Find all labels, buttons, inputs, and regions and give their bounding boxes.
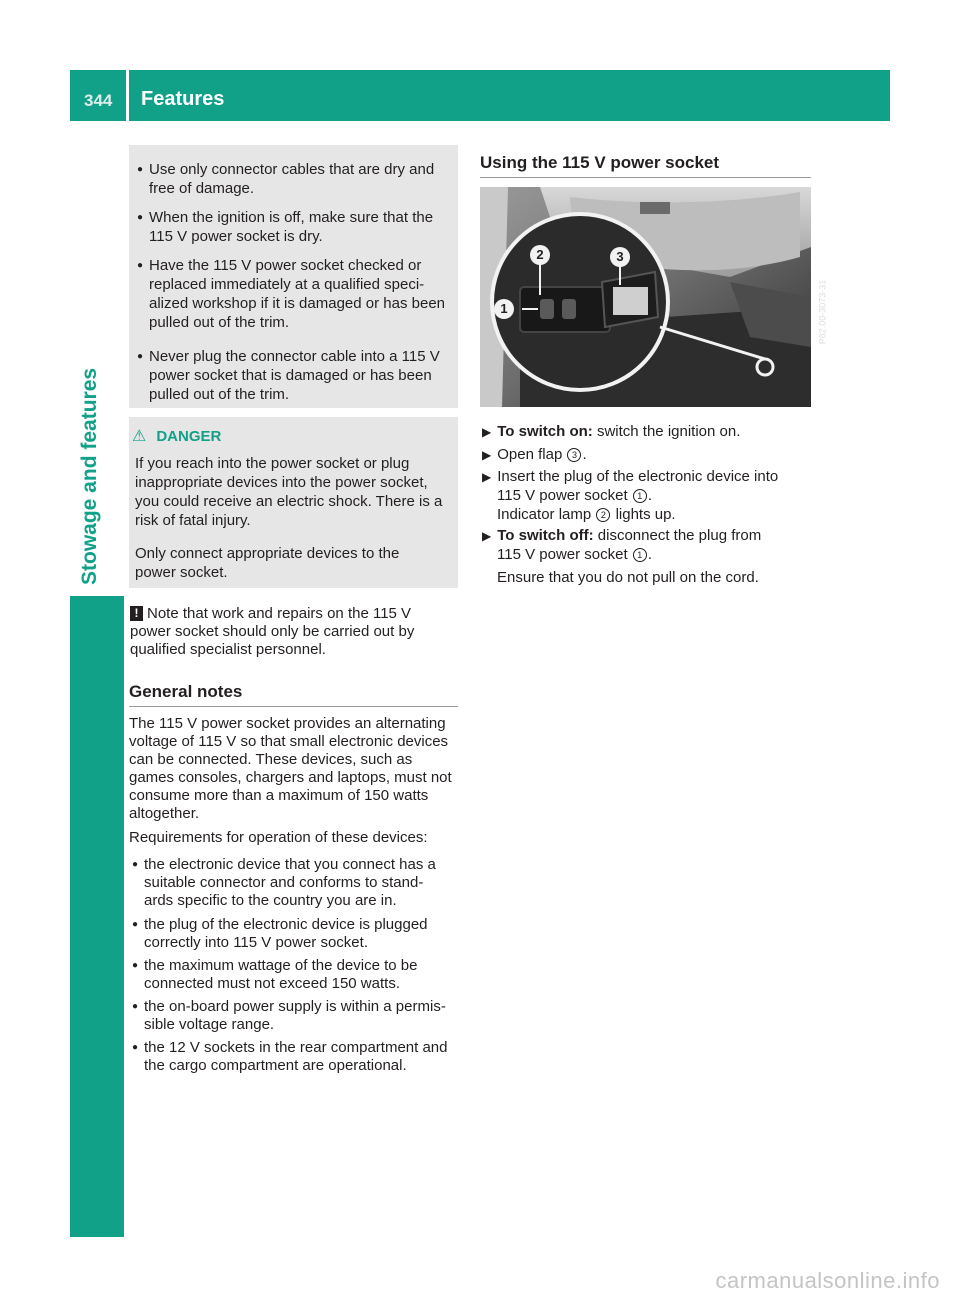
note-text: power socket should only be carried out by qualified specialist personnel. xyxy=(130,623,415,658)
action-arrow-icon: ▶ xyxy=(482,470,492,484)
bullet-icon: ● xyxy=(137,164,144,175)
requirement-item: ● the plug of the electronic device is plugged correctly into 115 V power socket. xyxy=(132,916,428,951)
general-notes-text: The 115 V power socket provides an alternating voltage of 115 V so that small electronic devices can be connected. These devices, such as games consoles, chargers and laptops, must not consume more than a maximum of 150 watts altogether. xyxy=(129,715,452,822)
callout-ref: 2 xyxy=(596,508,610,522)
bullet-icon: ● xyxy=(137,260,144,271)
heading-rule xyxy=(129,706,458,707)
danger-text: Only connect appropriate devices to the power socket. xyxy=(135,545,400,581)
note-text: Note that work and repairs on the 115 V xyxy=(147,605,412,622)
step-open-flap: ▶ Open flap 3 . xyxy=(482,446,587,463)
using-socket-heading: Using the 115 V power socket xyxy=(480,153,720,172)
step-insert-plug-cont: 115 V power socket 1 . xyxy=(497,487,652,504)
requirement-item: ● the maximum wattage of the device to be connected must not exceed 150 watts. xyxy=(132,957,418,992)
step-switch-off-cont: 115 V power socket 1 . xyxy=(497,546,652,563)
page-title: Features xyxy=(141,88,225,110)
heading-rule xyxy=(480,177,811,178)
callout-ref: 3 xyxy=(567,448,581,462)
bullet-icon: ● xyxy=(132,919,139,930)
action-arrow-icon: ▶ xyxy=(482,448,492,462)
step-indicator-lamp: Indicator lamp 2 lights up. xyxy=(497,506,676,523)
caution-item: ● Never plug the connector cable into a 115 V power socket that is damaged or has been pulled out of the trim. xyxy=(137,348,440,403)
callout-2: 2 xyxy=(530,245,550,265)
power-socket-photo xyxy=(480,187,828,407)
caution-item: ● Have the 115 V power socket checked or replaced immediately at a qualified speci- alized workshop if it is damaged or has been pulled out of the trim. xyxy=(137,257,446,331)
caution-item: ● Use only connector cables that are dry and free of damage. xyxy=(137,161,435,197)
requirement-item: ● the on-board power supply is within a permis- sible voltage range. xyxy=(132,998,446,1033)
bullet-icon: ● xyxy=(137,351,144,362)
watermark: carmanualsonline.info xyxy=(715,1268,940,1293)
callout-3: 3 xyxy=(610,247,630,267)
requirements-intro: Requirements for operation of these devices: xyxy=(129,829,428,846)
step-switch-on: ▶ To switch on: switch the ignition on. xyxy=(482,423,741,440)
action-arrow-icon: ▶ xyxy=(482,529,492,543)
bullet-icon: ● xyxy=(137,212,144,223)
general-notes-heading: General notes xyxy=(129,682,243,701)
danger-text: If you reach into the power socket or plug inappropriate devices into the power socket, you could receive an electric shock. There is a risk of fatal injury. xyxy=(135,455,443,529)
side-tab-label: Stowage and features xyxy=(78,367,101,585)
photo-code: P82.00-3073-31 xyxy=(817,279,828,345)
page-number: 344 xyxy=(84,91,113,110)
header-bar xyxy=(129,70,890,121)
callout-ref: 1 xyxy=(633,548,647,562)
requirement-item: ● the electronic device that you connect has a suitable connector and conforms to stand- ards specific to the country you are in. xyxy=(132,856,436,909)
bullet-icon: ● xyxy=(132,1042,139,1053)
step-insert-plug: ▶ Insert the plug of the electronic device into xyxy=(482,468,779,485)
danger-heading: ⚠ DANGER xyxy=(132,428,222,445)
side-tab-block xyxy=(70,596,124,1237)
bullet-icon: ● xyxy=(132,960,139,971)
step-switch-off: ▶ To switch off: disconnect the plug from xyxy=(482,527,762,544)
requirement-item: ● the 12 V sockets in the rear compartment and the cargo compartment are operational. xyxy=(132,1039,448,1074)
step-cord-note: Ensure that you do not pull on the cord. xyxy=(497,569,759,586)
callout-1: 1 xyxy=(494,299,514,319)
callout-ref: 1 xyxy=(633,489,647,503)
warning-triangle-icon: ⚠ xyxy=(132,428,147,445)
bullet-icon: ● xyxy=(132,859,139,870)
bullet-icon: ● xyxy=(132,1001,139,1012)
exclamation-icon: ! xyxy=(130,606,143,621)
caution-item: ● When the ignition is off, make sure that the 115 V power socket is dry. xyxy=(137,209,434,245)
page-number-box xyxy=(70,70,126,121)
action-arrow-icon: ▶ xyxy=(482,425,492,439)
